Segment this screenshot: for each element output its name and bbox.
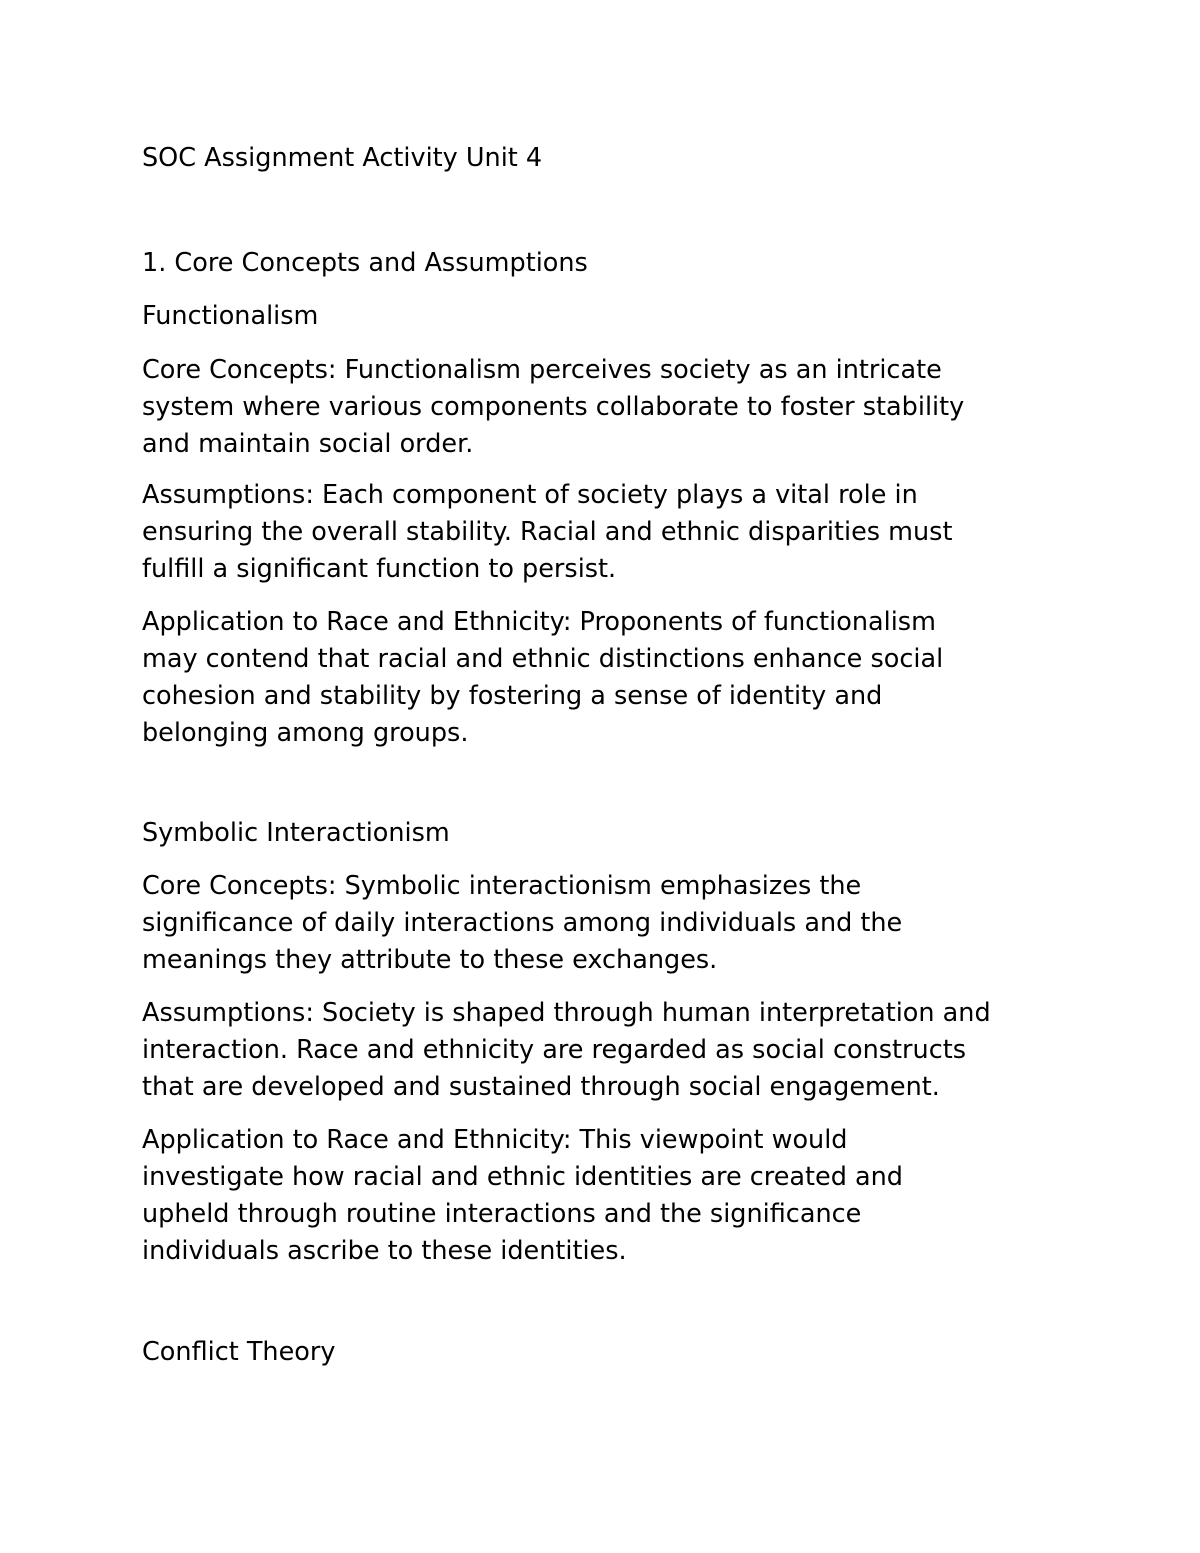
text-line: may contend that racial and ethnic distinctions enhance social bbox=[142, 644, 944, 674]
text-line: and maintain social order. bbox=[142, 429, 474, 459]
document-title: SOC Assignment Activity Unit 4 bbox=[142, 143, 543, 173]
text-line: Application to Race and Ethnicity: This viewpoint would bbox=[142, 1125, 848, 1155]
text-line: Core Concepts: Functionalism perceives society as an intricate bbox=[142, 355, 942, 385]
perspective-heading-functionalism: Functionalism bbox=[142, 301, 319, 331]
text-line: fulfill a significant function to persist. bbox=[142, 554, 617, 584]
text-line: Assumptions: Society is shaped through human interpretation and bbox=[142, 998, 991, 1028]
symbolic-interactionism-assumptions bbox=[142, 995, 1072, 1106]
symbolic-interactionism-core-concepts bbox=[142, 868, 1072, 979]
text-line: Application to Race and Ethnicity: Proponents of functionalism bbox=[142, 607, 936, 637]
section-heading: 1. Core Concepts and Assumptions bbox=[142, 248, 588, 278]
text-line: Assumptions: Each component of society plays a vital role in bbox=[142, 480, 918, 510]
text-line: upheld through routine interactions and the significance bbox=[142, 1199, 862, 1229]
perspective-heading-symbolic-interactionism: Symbolic Interactionism bbox=[142, 818, 450, 848]
text-line: that are developed and sustained through social engagement. bbox=[142, 1072, 940, 1102]
functionalism-assumptions bbox=[142, 477, 1072, 588]
text-line: Core Concepts: Symbolic interactionism emphasizes the bbox=[142, 871, 862, 901]
functionalism-core-concepts bbox=[142, 352, 1072, 463]
perspective-heading-conflict-theory: Conflict Theory bbox=[142, 1337, 336, 1367]
text-line: system where various components collaborate to foster stability bbox=[142, 392, 965, 422]
text-line: interaction. Race and ethnicity are regarded as social constructs bbox=[142, 1035, 967, 1065]
text-line: significance of daily interactions among individuals and the bbox=[142, 908, 903, 938]
symbolic-interactionism-application bbox=[142, 1122, 1072, 1270]
text-line: cohesion and stability by fostering a sense of identity and bbox=[142, 681, 883, 711]
text-line: belonging among groups. bbox=[142, 718, 469, 748]
text-line: individuals ascribe to these identities. bbox=[142, 1236, 627, 1266]
text-line: investigate how racial and ethnic identities are created and bbox=[142, 1162, 903, 1192]
text-line: meanings they attribute to these exchanges. bbox=[142, 945, 718, 975]
text-line: ensuring the overall stability. Racial and ethnic disparities must bbox=[142, 517, 953, 547]
functionalism-application bbox=[142, 604, 1072, 752]
